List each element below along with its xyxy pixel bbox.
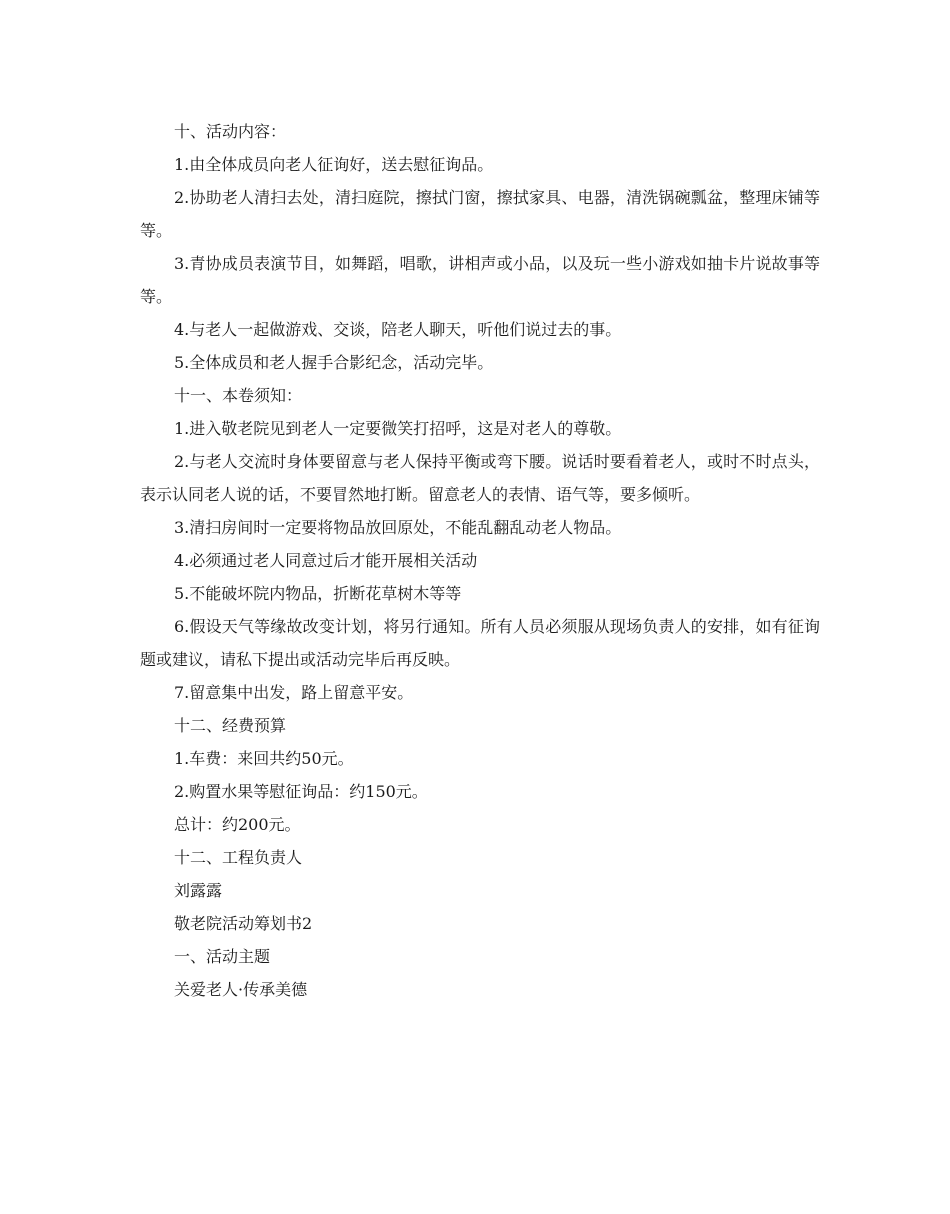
heading-activity-content: 十、活动内容： (174, 122, 287, 141)
list-item: 6.假设天气等缘故改变计划，将另行通知。所有人员必须服从现场负责人的安排，如有征询题或建议，请私下提出或活动完毕后再反映。 (140, 617, 820, 669)
list-item: 1.车费：来回共约50元。 (174, 749, 354, 768)
heading-project-lead: 十二、工程负责人 (174, 848, 303, 867)
list-item: 3.青协成员表演节目，如舞蹈，唱歌，讲相声或小品，以及玩一些小游戏如抽卡片说故事等等。 (140, 254, 820, 306)
heading-budget: 十二、经费预算 (174, 716, 287, 735)
list-item: 4.与老人一起做游戏、交谈，陪老人聊天，听他们说过去的事。 (174, 320, 622, 339)
list-item: 7.留意集中出发，路上留意平安。 (174, 683, 414, 702)
activity-theme-text: 关爱老人·传承美德 (174, 980, 308, 999)
list-item: 1.由全体成员向老人征询好，送去慰征询品。 (174, 155, 494, 174)
list-item: 1.进入敬老院见到老人一定要微笑打招呼，这是对老人的尊敬。 (174, 419, 622, 438)
lead-name: 刘露露 (174, 881, 223, 900)
list-item: 5.全体成员和老人握手合影纪念，活动完毕。 (174, 353, 494, 372)
list-item: 4.必须通过老人同意过后才能开展相关活动 (174, 551, 478, 570)
heading-notes: 十一、本卷须知： (174, 386, 303, 405)
document-page (140, 115, 820, 1006)
list-item: 2.与老人交流时身体要留意与老人保持平衡或弯下腰。说话时要看着老人，或时不时点头，表示认同老人说的话，不要冒然地打断。留意老人的表情、语气等，要多倾听。 (140, 452, 820, 504)
heading-activity-theme: 一、活动主题 (174, 947, 271, 966)
budget-total: 总计：约200元。 (174, 815, 301, 834)
list-item: 2.购置水果等慰征询品：约150元。 (174, 782, 428, 801)
document-title-2: 敬老院活动筹划书2 (174, 914, 313, 933)
list-item: 3.清扫房间时一定要将物品放回原处，不能乱翻乱动老人物品。 (174, 518, 622, 537)
list-item: 5.不能破坏院内物品，折断花草树木等等 (174, 584, 462, 603)
list-item: 2.协助老人清扫去处，清扫庭院，擦拭门窗，擦拭家具、电器，清洗锅碗瓢盆，整理床铺等等。 (140, 188, 820, 240)
